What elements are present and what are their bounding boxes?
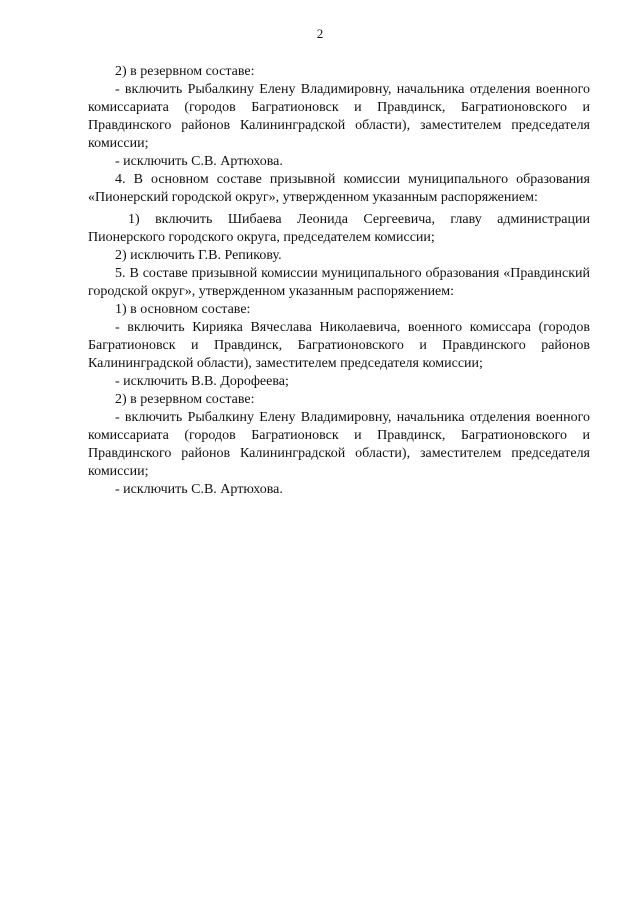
page-number: 2 bbox=[316, 26, 324, 41]
paragraph: - исключить В.В. Дорофеева; bbox=[115, 374, 289, 389]
paragraph: - исключить С.В. Артюхова. bbox=[115, 154, 283, 169]
paragraph: 4. В основном составе призывной комиссии муниципального образования «Пионерский городской округ», утвержденном указанным распоряжением: bbox=[88, 172, 590, 205]
paragraph: 2) исключить Г.В. Репикову. bbox=[115, 248, 282, 263]
document-body bbox=[88, 63, 590, 499]
paragraph: - исключить С.В. Артюхова. bbox=[115, 482, 283, 497]
paragraph: - включить Рыбалкину Елену Владимировну, начальника отделения военного комиссариата (городов Багратионовск и Правдинск, Багратионовского и Правдинского районов Калининградской области), заместителем председателя комиссии; bbox=[88, 82, 590, 151]
paragraph: 1) включить Шибаева Леонида Сергеевича, главу администрации Пионерского городского округа, председателем комиссии; bbox=[88, 212, 590, 245]
paragraph: 1) в основном составе: bbox=[115, 302, 251, 317]
paragraph: 2) в резервном составе: bbox=[115, 64, 255, 79]
paragraph: 2) в резервном составе: bbox=[115, 392, 255, 407]
paragraph: 5. В составе призывной комиссии муниципального образования «Правдинский городской округ», утвержденном указанным распоряжением: bbox=[88, 266, 590, 299]
paragraph: - включить Кирияка Вячеслава Николаевича, военного комиссара (городов Багратионовск и Правдинск, Багратионовского и Правдинского районов Калининградской области), заместителем председателя комиссии; bbox=[88, 320, 590, 371]
paragraph: - включить Рыбалкину Елену Владимировну, начальника отделения военного комиссариата (городов Багратионовск и Правдинск, Багратионовского и Правдинского районов Калининградской области), заместителем председателя комиссии; bbox=[88, 410, 590, 479]
